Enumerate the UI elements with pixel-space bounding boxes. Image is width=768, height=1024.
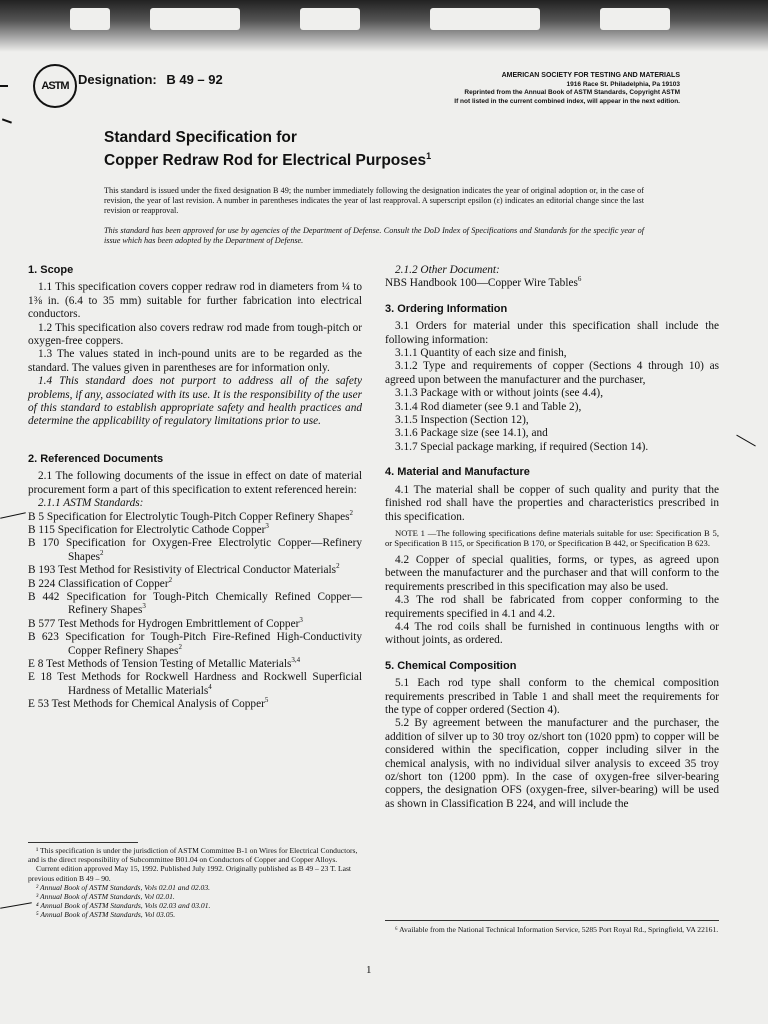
reference-code: B 623 [28,631,59,644]
publisher-block [420,72,680,106]
astm-reference [28,591,362,618]
footnote-mark: 2 [336,562,340,571]
astm-reference-list [28,508,362,712]
publisher-line: 1916 Race St. Philadelphia, Pa 19103 [566,80,680,88]
reference-code: B 115 [28,523,55,536]
paragraph: 1.2 This specification also covers redraw rod made from tough-pitch or oxygen-free coppers. [28,321,362,348]
footnote-mark: 3,4 [291,656,301,665]
reference-title: Test Methods of Tension Testing of Metallic Materials [46,657,292,670]
scan-mark [0,512,26,519]
astm-reference [28,658,362,671]
section-heading-chemical-composition: 5. Chemical Composition [385,659,517,672]
footnote: ⁵ Annual Book of ASTM Standards, Vol 03.05. [36,910,176,920]
page-number: 1 [366,964,372,976]
reference-title: Specification for Electrolytic Tough-Pitch Copper Refinery Shapes [46,510,350,523]
astm-reference [28,564,362,577]
title-footnote-mark: 1 [426,151,432,161]
designation [78,72,223,87]
paragraph: 1.3 The values stated in inch-pound units are to be regarded as the standard. The values given in parentheses are for information only. [28,348,362,374]
footnote-mark: 5 [264,696,269,705]
astm-logo: ASTM [33,64,77,108]
paragraph: 4.1 The material shall be copper of such quality and purity that the finished rod shall have the properties and characteristics prescribed in this specification. [385,483,719,523]
ordering-item: 3.1.5 Inspection (Section 12), [395,414,529,427]
reference-code: B 193 [28,564,56,577]
publisher-line: Reprinted from the Annual Book of ASTM Standards, Copyright ASTM [464,89,680,96]
footnote-rule [28,842,138,843]
left-column [28,264,362,712]
paragraph-safety: 1.4 This standard does not purport to address all of the safety problems, if any, associated with its use. It is the responsibility of the user of this standard to establish appropriate safety and health practices and determine the applicability of regulatory limitations prior to use. [28,375,362,428]
astm-standards-label: 2.1.1 ASTM Standards: [38,497,144,510]
astm-reference [28,631,362,658]
reference-title: Classification of Copper [58,577,169,590]
reference-code: E 8 [28,657,44,670]
title-line-2 [104,147,431,170]
scan-mark [2,118,12,123]
reference-code: B 577 [28,617,56,630]
footnote-mark: 3 [265,522,269,531]
footnote: ⁶ Available from the National Technical Information Service, 5285 Port Royal Rd., Springfield, VA 22161. [395,925,719,934]
reference-title: Specification for Tough-Pitch Chemically Refined Copper—Refinery Shapes [66,590,362,617]
reference-title: Test Methods for Chemical Analysis of Copper [51,698,265,711]
reference-code: E 53 [28,698,50,711]
paragraph: 5.2 By agreement between the manufacturer and the purchaser, the addition of silver up to 30 troy oz/short ton (1020 ppm) to copper will be considered within the specification, copper including silver in the chemical analysis, with no individual silver analysis to exceed 35 troy oz/short ton (1200 ppm). In the case of oxygen-free silver-bearing coppers, the designation OFS (oxygen-free, silver-bearing) will be used as shown in Classification B 224, and will include the [385,717,719,810]
other-document-label-text: 2.1.2 Other Document: [395,264,500,276]
reference-title: Test Methods for Rockwell Hardness and Rockwell Superficial Hardness of Metallic Materials [57,671,362,697]
footnotes-left [28,846,362,920]
ordering-item: 3.1.6 Package size (see 14.1), and [395,427,548,440]
defense-notice: This standard has been approved for use by agencies of the Department of Defense. Consult the DoD Index of Specifications and Standards for the specific year of issue which has been adopted by the Department of Defense. [104,226,644,245]
ordering-item: 3.1.2 Type and requirements of copper (Sections 4 through 10) as agreed upon between the manufacturer and the purchaser, [385,360,719,386]
right-column [385,264,719,811]
ordering-item: 3.1.7 Special package marking, if required (Section 14). [395,440,649,453]
footnote-right [385,920,719,934]
publisher-line: If not listed in the current combined index, will appear in the next edition. [454,97,680,105]
footnote-mark: 3 [142,602,146,611]
footnote: ² Annual Book of ASTM Standards, Vols 02.01 and 02.03. [36,882,211,892]
reference-code: B 224 [28,577,56,590]
title-text: Copper Redraw Rod for Electrical Purposes [104,152,427,170]
astm-reference [28,671,362,698]
note-1: NOTE 1 —The following specifications define materials suitable for use: Specification B 5, or Specification B 115, or Specification B 170, or Specification B 442, or Specification B 623. [385,527,719,548]
document-title [104,128,431,170]
footnote-mark: 3 [299,615,303,624]
ordering-item: 3.1.1 Quantity of each size and finish, [395,347,567,360]
reference-code: E 18 [28,671,52,684]
footnote: ¹ This specification is under the jurisdiction of ASTM Committee B-1 on Wires for Electrical Conductors, and is the direct responsibility of Subcommittee B01.04 on Conductors of Copper and Copper Alloys. [28,846,358,865]
footnote-mark: 4 [208,683,212,692]
paragraph: 4.4 The rod coils shall be furnished in continuous lengths with or without joints, as ordered. [385,620,719,647]
section-heading-referenced-documents: 2. Referenced Documents [28,452,164,465]
footnote: ⁴ Annual Book of ASTM Standards, Vols 02.03 and 03.01. [36,901,211,911]
astm-reference [28,537,362,564]
reference-title: Test Methods for Hydrogen Embrittlement of Copper [57,617,300,630]
reference-title: Specification for Tough-Pitch Fire-Refined High-Conductivity Copper Refinery Shapes [65,631,362,657]
footnote-mark: 2 [178,642,182,651]
reference-code: B 5 [28,510,45,523]
footnote-mark: 2 [100,548,104,557]
scan-mark [0,85,8,87]
paragraph: 2.1 The following documents of the issue in effect on date of material procurement form a part of this specification to extent referenced herein: [28,470,362,496]
reference-title: Specification for Oxygen-Free Electrolytic Copper—Refinery Shapes [65,537,362,563]
astm-reference [28,575,362,591]
footnote: ³ Annual Book of ASTM Standards, Vol 02.01. [36,892,175,902]
other-document-ref-text: NBS Handbook 100—Copper Wire Tables [385,277,578,290]
paragraph: 4.3 The rod shall be fabricated from copper conforming to the requirements specified in 4.1 and 4.2. [385,594,719,620]
ordering-item: 3.1.3 Package with or without joints (see 4.4), [395,387,604,400]
other-document-ref [385,277,719,290]
issue-notice: This standard is issued under the fixed designation B 49; the number immediately following the designation indicates the year of original adoption or, in the case of revision, the year of last revision. A number in parentheses indicates the year of last reapproval. A superscript epsilon (ε) indicates an editorial change since the last revision or reapproval. [104,186,644,215]
publisher-line: AMERICAN SOCIETY FOR TESTING AND MATERIALS [501,72,680,79]
paragraph: 1.1 This specification covers copper redraw rod in diameters from ¼ to 1⅜ in. (6.4 to 35 mm) suitable for further fabrication into electrical conductors. [28,281,362,321]
title-line-1: Standard Specification for [104,129,297,146]
reference-code: B 170 [28,537,60,550]
reference-title: Test Method for Resistivity of Electrical Conductor Materials [57,564,337,577]
designation-label: Designation: [78,72,157,87]
astm-reference [28,524,362,537]
footnote-mark: 2 [349,508,354,517]
astm-reference [28,508,362,524]
section-heading-material: 4. Material and Manufacture [385,466,530,479]
ordering-item: 3.1.4 Rod diameter (see 9.1 and Table 2), [395,400,582,413]
scan-mark [736,435,756,447]
footnote-mark: 6 [577,275,582,284]
paragraph: 4.2 Copper of special qualities, forms, or types, as agreed upon between the manufacturer and the purchaser and that will conform to the requirements prescribed in this specification may also be used. [385,553,719,593]
footnote-mark: 2 [168,575,173,584]
scan-top-edge [0,0,768,52]
footnote: Current edition approved May 15, 1992. Published July 1992. Originally published as B 49 – 23 T. Last previous edition B 49 – 90. [28,864,352,883]
astm-reference [28,615,362,631]
other-document-label [385,264,719,277]
designation-value: B 49 – 92 [166,72,223,87]
reference-code: B 442 [28,590,60,603]
paragraph: 5.1 Each rod type shall conform to the chemical composition requirements prescribed in Table 1 and shall meet the requirements for the type of copper ordered (Section 4). [385,677,719,716]
section-heading-scope: 1. Scope [28,264,74,276]
paragraph: 3.1 Orders for material under this specification shall include the following information: [385,320,719,346]
reference-title: Specification for Electrolytic Cathode Copper [57,523,266,536]
section-heading-ordering: 3. Ordering Information [385,302,508,315]
astm-reference [28,698,362,711]
